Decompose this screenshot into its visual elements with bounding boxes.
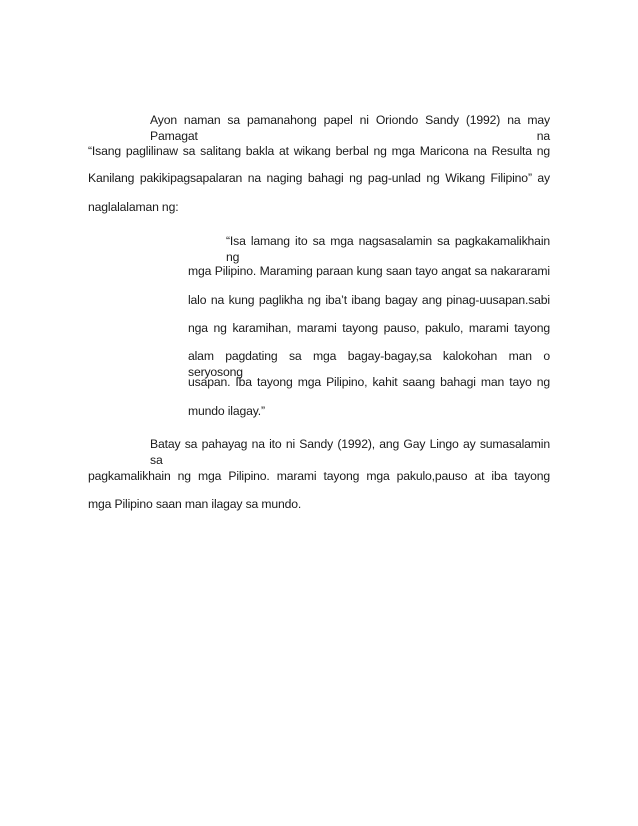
paragraph-1-line-1: Ayon naman sa pamanahong papel ni Oriondo Sandy (1992) na may Pamagat na xyxy=(150,113,550,143)
quote-line-4: nga ng karamihan, marami tayong pauso, pakulo, marami tayong xyxy=(188,321,550,335)
paragraph-2-line-1: Batay sa pahayag na ito ni Sandy (1992), ang Gay Lingo ay sumasalamin sa xyxy=(150,437,550,467)
paragraph-1-line-2: “Isang paglilinaw sa salitang bakla at wikang berbal ng mga Maricona na Resulta ng xyxy=(88,144,550,158)
paragraph-1-line-3: Kanilang pakikipagsapalaran na naging bahagi ng pag-unlad ng Wikang Filipino” ay xyxy=(88,171,550,185)
quote-line-1: “Isa lamang ito sa mga nagsasalamin sa pagkakamalikhain ng xyxy=(226,234,550,264)
quote-line-3: lalo na kung paglikha ng iba’t ibang bagay ang pinag-uusapan.sabi xyxy=(188,293,550,307)
paragraph-2-line-3: mga Pilipino saan man ilagay sa mundo. xyxy=(88,497,302,511)
quote-line-7: mundo ilagay.” xyxy=(188,404,265,418)
paragraph-1-line-4: naglalalaman ng: xyxy=(88,200,179,214)
quote-line-6: usapan. Iba tayong mga Pilipino, kahit saang bahagi man tayo ng xyxy=(188,375,550,389)
paragraph-2-line-2: pagkamalikhain ng mga Pilipino. marami tayong mga pakulo,pauso at iba tayong xyxy=(88,469,550,483)
quote-line-2: mga Pilipino. Maraming paraan kung saan tayo angat sa nakararami xyxy=(188,264,550,278)
quote-line-5: alam pagdating sa mga bagay-bagay,sa kalokohan man o seryosong xyxy=(188,349,550,379)
